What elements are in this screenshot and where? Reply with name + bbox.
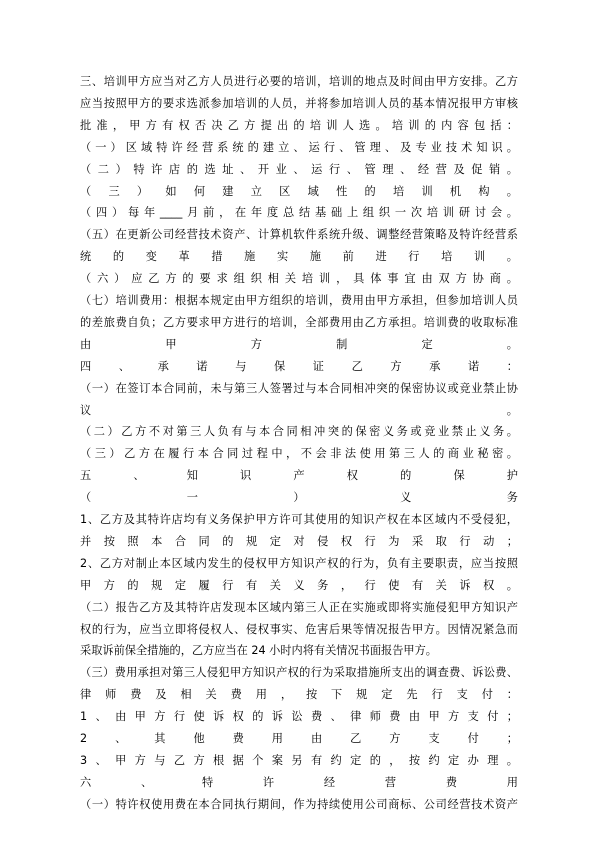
document-line: 批准，甲方有权否决乙方提出的培训人选。培训的内容包括： bbox=[80, 118, 518, 132]
document-line: （二）报告乙方及其特许店发现本区域内第三人正在实施或即将实施侵犯甲方知识产 bbox=[80, 600, 518, 614]
document-line: 五、知识产权的保护 bbox=[80, 469, 518, 483]
document-line: （一）义务 bbox=[80, 491, 518, 505]
document-line: （七）培训费用：根据本规定由甲方组织的培训，费用由甲方承担，但参加培训人员 bbox=[80, 294, 518, 307]
document-line: 四、承诺与保证乙方承诺： bbox=[80, 359, 518, 373]
document-line: （六）应乙方的要求组织相关培训，具体事宜由双方协商。 bbox=[80, 272, 518, 286]
document-line: 2、乙方对制止本区域内发生的侵权甲方知识产权的行为，负有主要职责，应当按照 bbox=[80, 556, 518, 570]
document-line: 三、培训甲方应当对乙方人员进行必要的培训，培训的地点及时间由甲方安排。乙方 bbox=[80, 75, 518, 88]
document-line: 甲方的规定履行有关义务，行使有关诉权。 bbox=[80, 578, 518, 592]
document-line: 3、甲方与乙方根据个案另有约定的，按约定办理。 bbox=[80, 753, 518, 767]
document-line: （三）如何建立区域性的培训机构。 bbox=[80, 184, 518, 198]
document-line: 律师费及相关费用，按下规定先行支付： bbox=[80, 688, 518, 702]
document-line: 应当按照甲方的要求选派参加培训的人员，并将参加培训人员的基本情况报甲方审核 bbox=[80, 96, 518, 110]
document-line: 的差旅费自负；乙方要求甲方进行的培训，全部费用由乙方承担。培训费的收取标准 bbox=[80, 315, 518, 329]
document-line: （二）乙方不对第三人负有与本合同相冲突的保密义务或竞业禁止义务。 bbox=[80, 425, 518, 439]
document-line: （三）费用承担对第三人侵犯甲方知识产权的行为采取措施所支出的调查费、诉讼费、 bbox=[80, 666, 518, 680]
document-line: 2、其他费用由乙方支付； bbox=[80, 732, 518, 745]
document-line: 采取诉前保全措施的，乙方应当在 24 小时内将有关情况书面报告甲方。 bbox=[80, 644, 437, 658]
document-line: 六、特许经营费用 bbox=[80, 775, 518, 789]
document-line: 1、乙方及其特许店均有义务保护甲方许可其使用的知识产权在本区域内不受侵犯， bbox=[80, 513, 518, 526]
document-line: （一）区域特许经营系统的建立、运行、管理、及专业技术知识。 bbox=[80, 140, 518, 154]
document-line: （四）每年____月前，在年度总结基础上组织一次培训研讨会。 bbox=[80, 206, 518, 220]
document-line: （三）乙方在履行本合同过程中，不会非法使用第三人的商业秘密。 bbox=[80, 447, 518, 461]
document-line: 权的行为，应当立即将侵权人、侵权事实、危害后果等情况报告甲方。因情况紧急而 bbox=[80, 622, 518, 636]
document-line: 并按照本合同的规定对侵权行为采取行动； bbox=[80, 534, 518, 548]
document-line: （一）特许权使用费在本合同执行期间，作为持续使用公司商标、公司经营技术资产 bbox=[80, 797, 518, 811]
document-line: （五）在更新公司经营技术资产、计算机软件系统升级、调整经营策略及特许经营系 bbox=[80, 228, 518, 242]
document-line: 统的变革措施实施前进行培训。 bbox=[80, 250, 518, 264]
document-line: （二）特许店的选址、开业、运行、管理、经营及促销。 bbox=[80, 162, 518, 176]
document-line: （一）在签订本合同前，未与第三人签署过与本合同相冲突的保密协议或竞业禁止协 bbox=[80, 381, 518, 395]
document-line: 1、由甲方行使诉权的诉讼费、律师费由甲方支付； bbox=[80, 710, 518, 724]
document-line: 由甲方制定。 bbox=[80, 337, 518, 351]
document-line: 议。 bbox=[80, 403, 518, 417]
